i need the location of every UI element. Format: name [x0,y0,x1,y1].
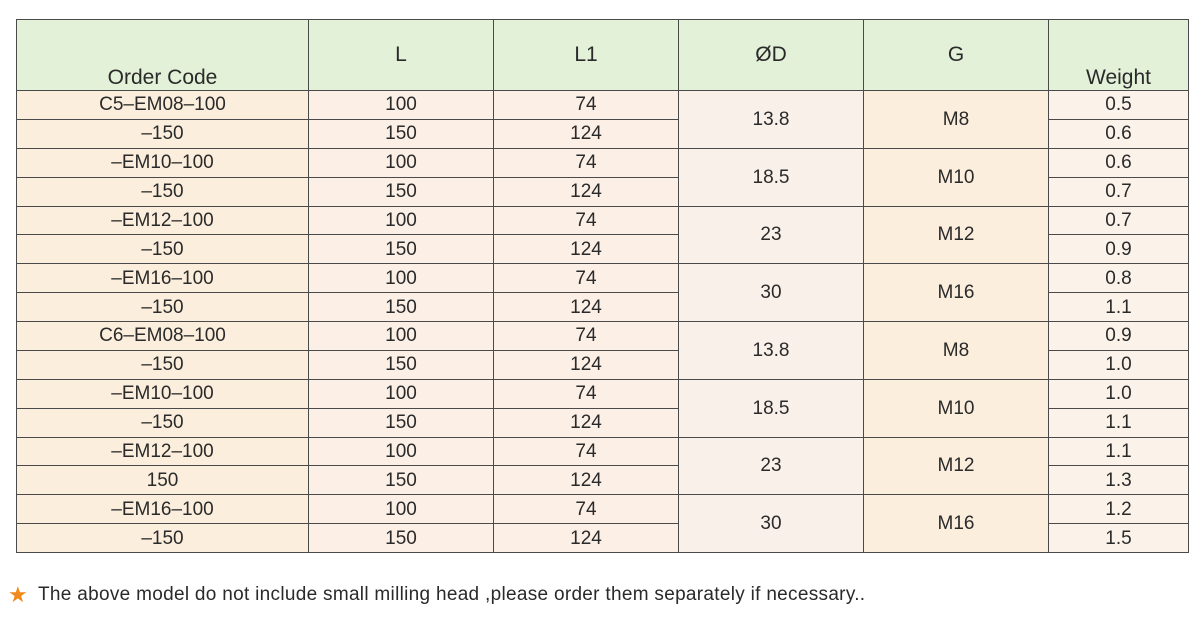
l-cell: 150 [309,408,494,437]
l1-cell: 74 [494,206,679,235]
l1-cell: 74 [494,264,679,293]
table-row [17,495,1189,524]
weight-cell: 0.9 [1049,322,1189,351]
g-cell: M12 [864,437,1049,495]
g-cell: M8 [864,322,1049,380]
l-cell: 150 [309,177,494,206]
weight-cell: 1.3 [1049,466,1189,495]
l-cell: 100 [309,148,494,177]
l-cell: 150 [309,293,494,322]
l-cell: 150 [309,524,494,553]
l1-cell: 124 [494,293,679,322]
weight-cell: 0.6 [1049,148,1189,177]
g-cell: M10 [864,379,1049,437]
l1-cell: 124 [494,524,679,553]
order-code-cell: –EM10–100 [17,379,309,408]
g-cell: M16 [864,495,1049,553]
weight-cell: 1.1 [1049,437,1189,466]
l-cell: 100 [309,91,494,120]
order-code-cell: 150 [17,466,309,495]
l1-cell: 74 [494,379,679,408]
diameter-cell: 18.5 [679,148,864,206]
header-diameter: ØD [679,20,864,91]
weight-cell: 1.0 [1049,379,1189,408]
l1-cell: 124 [494,350,679,379]
table-row [17,379,1189,408]
spec-table-body [17,91,1189,553]
g-cell: M10 [864,148,1049,206]
table-row [17,322,1189,351]
order-code-cell: –EM16–100 [17,495,309,524]
l1-cell: 124 [494,119,679,148]
table-row [17,264,1189,293]
weight-cell: 0.5 [1049,91,1189,120]
order-code-cell: –150 [17,350,309,379]
l-cell: 100 [309,206,494,235]
l-cell: 150 [309,119,494,148]
header-g: G [864,20,1049,91]
weight-cell: 0.7 [1049,177,1189,206]
order-code-cell: –150 [17,408,309,437]
l1-cell: 124 [494,177,679,206]
order-code-cell: –150 [17,524,309,553]
l1-cell: 124 [494,235,679,264]
table-row [17,437,1189,466]
weight-cell: 0.8 [1049,264,1189,293]
order-code-cell: –EM10–100 [17,148,309,177]
header-weight: Weight [1049,20,1189,91]
l-cell: 100 [309,322,494,351]
header-order-code: Order Code [17,20,309,91]
l1-cell: 124 [494,408,679,437]
l-cell: 100 [309,264,494,293]
weight-cell: 0.6 [1049,119,1189,148]
l1-cell: 74 [494,437,679,466]
l1-cell: 74 [494,495,679,524]
weight-cell: 1.5 [1049,524,1189,553]
l-cell: 100 [309,437,494,466]
order-code-cell: –EM12–100 [17,206,309,235]
header-l: L [309,20,494,91]
diameter-cell: 23 [679,437,864,495]
diameter-cell: 18.5 [679,379,864,437]
l-cell: 150 [309,350,494,379]
g-cell: M8 [864,91,1049,149]
l1-cell: 74 [494,148,679,177]
order-code-cell: C5–EM08–100 [17,91,309,120]
diameter-cell: 13.8 [679,322,864,380]
weight-cell: 0.7 [1049,206,1189,235]
l1-cell: 74 [494,322,679,351]
weight-cell: 1.1 [1049,293,1189,322]
footnote-text: The above model do not include small milling head ,please order them separately if necessary.. [38,584,866,605]
footnote [8,582,865,608]
order-code-cell: –150 [17,177,309,206]
order-code-cell: –EM16–100 [17,264,309,293]
order-code-cell: –150 [17,293,309,322]
order-code-cell: –150 [17,235,309,264]
l1-cell: 74 [494,91,679,120]
star-icon: ★ [8,582,29,607]
l-cell: 100 [309,495,494,524]
spec-table [16,19,1189,553]
table-row [17,91,1189,120]
l1-cell: 124 [494,466,679,495]
weight-cell: 0.9 [1049,235,1189,264]
header-l1: L1 [494,20,679,91]
diameter-cell: 30 [679,264,864,322]
order-code-cell: –150 [17,119,309,148]
order-code-cell: –EM12–100 [17,437,309,466]
l-cell: 150 [309,235,494,264]
l-cell: 150 [309,466,494,495]
g-cell: M16 [864,264,1049,322]
table-row [17,206,1189,235]
table-row [17,148,1189,177]
l-cell: 100 [309,379,494,408]
diameter-cell: 23 [679,206,864,264]
weight-cell: 1.1 [1049,408,1189,437]
order-code-cell: C6–EM08–100 [17,322,309,351]
header-row [17,20,1189,91]
diameter-cell: 30 [679,495,864,553]
weight-cell: 1.2 [1049,495,1189,524]
weight-cell: 1.0 [1049,350,1189,379]
g-cell: M12 [864,206,1049,264]
diameter-cell: 13.8 [679,91,864,149]
